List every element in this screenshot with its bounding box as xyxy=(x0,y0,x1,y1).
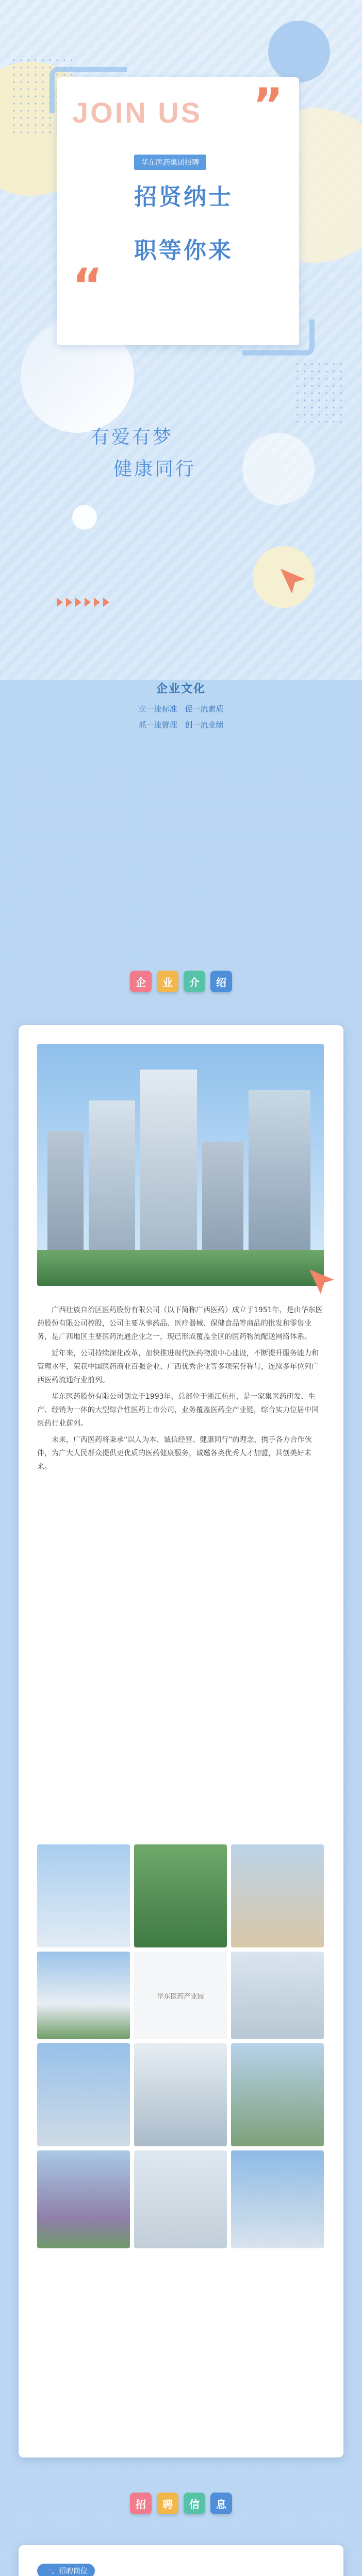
title-char: 业 xyxy=(157,971,178,992)
campus-photo xyxy=(231,2150,324,2248)
title-char: 聘 xyxy=(157,2493,178,2514)
title-char: 息 xyxy=(210,2493,232,2514)
campus-photo xyxy=(231,1844,324,1947)
hero-banner xyxy=(0,0,362,680)
quote-close-icon: “ xyxy=(72,259,103,313)
dot-grid xyxy=(294,361,345,422)
campus-photo xyxy=(231,1952,324,2039)
title-char: 介 xyxy=(184,971,205,992)
job-info-title xyxy=(0,2493,362,2514)
decorative-circle xyxy=(242,433,315,505)
campus-photo xyxy=(37,1952,130,2039)
culture-heading: 企业文化 xyxy=(156,683,206,696)
chevron-right-icons xyxy=(57,598,112,609)
campus-photo xyxy=(134,2043,227,2146)
campus-photo xyxy=(37,2043,130,2146)
company-intro-card xyxy=(19,1025,343,2458)
campus-photo xyxy=(37,1844,130,1947)
title-char: 信 xyxy=(184,2493,205,2514)
company-building-photo xyxy=(37,1044,324,1286)
hero-card xyxy=(57,77,299,345)
decorative-circle xyxy=(72,505,97,530)
title-char: 企 xyxy=(130,971,152,992)
hero-slogan-line2: 健康同行 xyxy=(113,459,196,480)
hero-badge: 华东医药集团招聘 xyxy=(134,155,206,170)
cursor-pointer-icon xyxy=(278,567,309,598)
campus-photo xyxy=(37,2150,130,2248)
intro-paragraph: 近年来，公司持续深化改革，加快推进现代医药物流中心建设，不断提升服务能力和管理水平，荣获中国医药商业百强企业、广西优秀企业等多项荣誉称号，连续多年位列广西医药流通行业前列。 xyxy=(37,1349,319,1384)
intro-paragraph: 未来，广西医药将秉承“以人为本、诚信经营、健康同行”的理念，携手各方合作伙伴，为广大人民群众提供更优质的医药健康服务，诚邀各类优秀人才加盟，共创美好未来。 xyxy=(37,1436,312,1471)
company-photo-grid xyxy=(37,1844,324,2248)
hero-title-line2: 职等你来 xyxy=(134,238,233,264)
culture-line1: 立一流标准 促一流素质 xyxy=(138,704,224,714)
intro-paragraph: 广西壮族自治区医药股份有限公司（以下简称广西医药）成立于1951年，是由华东医药股份有限公司控股，公司主要从事药品、医疗器械、保健食品等商品的批发和零售业务，是广西地区主要医药流通企业之一，现已形成覆盖全区的医药物流配送网络体系。 xyxy=(37,1306,323,1341)
cursor-pointer-icon xyxy=(307,1267,338,1298)
title-char: 招 xyxy=(130,2493,152,2514)
campus-photo-caption-box xyxy=(134,1952,227,2039)
intro-paragraph: 华东医药股份有限公司创立于1993年，总部位于浙江杭州，是一家集医药研发、生产、经销为一体的大型综合性医药上市公司，业务覆盖医药全产业链，综合实力位居中国医药行业前列。 xyxy=(37,1393,319,1428)
campus-photo xyxy=(134,1844,227,1947)
hero-slogan-line1: 有爱有梦 xyxy=(91,427,174,448)
campus-photo xyxy=(134,2150,227,2248)
culture-line2: 抓一流管理 创一流业绩 xyxy=(138,720,224,730)
job-info-content xyxy=(37,2564,324,2576)
job-info-card xyxy=(19,2545,343,2576)
culture-block xyxy=(0,680,362,730)
section-head: 一、招聘岗位 xyxy=(37,2564,95,2576)
join-us-text: JOIN US xyxy=(72,96,203,129)
company-intro-title xyxy=(0,971,362,992)
company-intro-text xyxy=(37,1303,324,1477)
campus-photo xyxy=(231,2043,324,2146)
quote-open-icon: ” xyxy=(253,78,284,132)
hero-title-line1: 招贤纳士 xyxy=(134,184,233,210)
decorative-circle xyxy=(268,21,330,82)
title-char: 绍 xyxy=(210,971,232,992)
photo-caption: 华东医药产业园 xyxy=(157,1992,204,2001)
